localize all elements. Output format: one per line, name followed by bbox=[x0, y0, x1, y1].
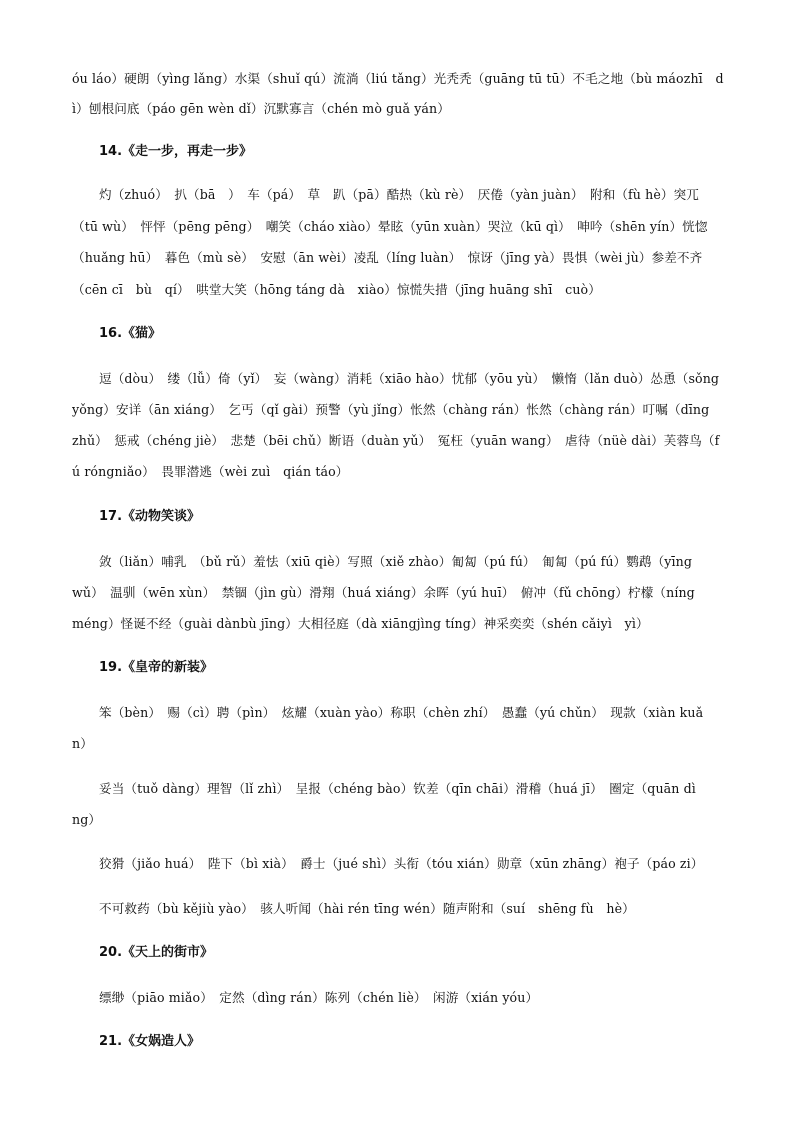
section-heading-16: 16.《猫》 bbox=[99, 326, 162, 341]
intro-line-1: óu láo）硬朗（yìng lǎng）水渠（shuǐ qú）流淌（liú tǎng）光秃秃（guāng tū tū）不毛之地（bù máozhī d bbox=[72, 71, 724, 86]
s14-line-4: （cēn cī bù qí） 哄堂大笑（hōng táng dà xiào）惊慌失措（jīng huāng shī cuò） bbox=[72, 282, 601, 297]
section-heading-20: 20.《天上的街市》 bbox=[99, 945, 214, 960]
section-heading-19: 19.《皇帝的新装》 bbox=[99, 660, 214, 675]
s16-line-1: 逗（dòu） 缕（lǚ）倚（yǐ） 妄（wàng）消耗（xiāo hào）忧郁（yōu yù） 懒惰（lǎn duò）怂恿（sǒng bbox=[99, 371, 720, 386]
section-heading-14: 14.《走一步，再走一步》 bbox=[99, 144, 253, 159]
s19-para3-line-1: 狡猾（jiǎo huá） 陛下（bì xià） 爵士（jué shì）头衔（tóu xián）勋章（xūn zhāng）袍子（páo zi） bbox=[99, 856, 704, 871]
s14-line-1: 灼（zhuó） 扒（bā ） 车（pá） 草 趴（pā）酷热（kù rè） 厌倦（yàn juàn） 附和（fù hè）突兀 bbox=[99, 187, 699, 202]
s19-para2-line-2: ng） bbox=[72, 812, 102, 827]
section-heading-17: 17.《动物笑谈》 bbox=[99, 509, 201, 524]
s14-line-2: （tū wù） 怦怦（pēng pēng） 嘲笑（cháo xiào）晕眩（yūn xuàn）哭泣（kū qì） 呻吟（shēn yín）恍惚 bbox=[72, 219, 708, 234]
s17-line-3: méng）怪诞不经（guài dànbù jīng）大相径庭（dà xiāngjìng tíng）神采奕奕（shén cǎiyì yì） bbox=[72, 616, 649, 631]
s17-line-2: wǔ） 温驯（wēn xùn） 禁锢（jìn gù）滑翔（huá xiáng）余晖（yú huī） 俯冲（fǔ chōng）柠檬（níng bbox=[72, 585, 695, 600]
intro-line-2: ì）刨根问底（páo gēn wèn dǐ）沉默寡言（chén mò guǎ yán） bbox=[72, 101, 450, 116]
s16-line-3: zhǔ） 惩戒（chéng jiè） 悲楚（bēi chǔ）断语（duàn yǔ） 冤枉（yuān wang） 虐待（nüè dài）芙蓉鸟（f bbox=[72, 433, 720, 448]
s20-line-1: 缥缈（piāo miǎo） 定然（dìng rán）陈列（chén liè） 闲游（xián yóu） bbox=[99, 990, 539, 1005]
section-heading-21: 21.《女娲造人》 bbox=[99, 1034, 201, 1049]
s16-line-2: yǒng）安详（ān xiáng） 乞丐（qǐ gài）预警（yù jǐng）怅然（chàng rán）怅然（chàng rán）叮嘱（dīng bbox=[72, 402, 710, 417]
s19-para4-line-1: 不可救药（bù kějiù yào） 骇人听闻（hài rén tīng wén）随声附和（suí shēng fù hè） bbox=[99, 901, 635, 916]
s16-line-4: ú róngniǎo） 畏罪潜逃（wèi zuì qián táo） bbox=[72, 464, 349, 479]
s17-line-1: 敛（liǎn）哺乳 （bǔ rǔ）羞怯（xiū qiè）写照（xiě zhào）匍匐（pú fú） 匍匐（pú fú）鹦鹉（yīng bbox=[99, 554, 693, 569]
s19-para1-line-2: n） bbox=[72, 736, 93, 751]
s14-line-3: （huǎng hū） 暮色（mù sè） 安慰（ān wèi）凌乱（líng luàn） 惊讶（jīng yà）畏惧（wèi jù）参差不齐 bbox=[72, 250, 703, 265]
s19-para2-line-1: 妥当（tuǒ dàng）理智（lǐ zhì） 呈报（chéng bào）钦差（qīn chāi）滑稽（huá jī） 圈定（quān dì bbox=[99, 781, 696, 796]
s19-para1-line-1: 笨（bèn） 赐（cì）聘（pìn） 炫耀（xuàn yào）称职（chèn zhí） 愚蠢（yú chǔn） 现款（xiàn kuǎ bbox=[99, 705, 704, 720]
